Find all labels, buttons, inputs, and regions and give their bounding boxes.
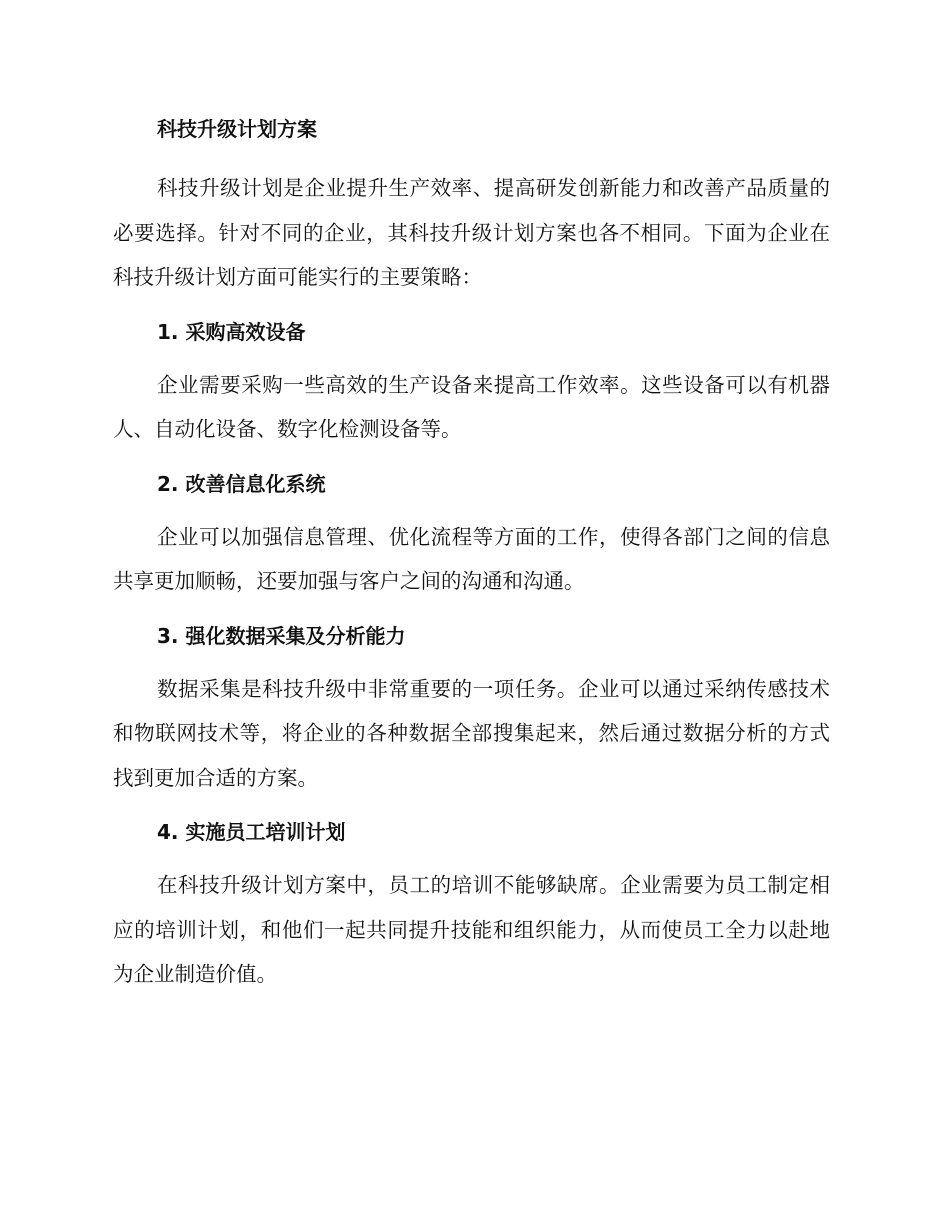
section-body-2: 企业可以加强信息管理、优化流程等方面的工作，使得各部门之间的信息共享更加顺畅，还要加强与客户之间的沟通和沟通。 [113, 524, 830, 593]
section-heading-2: 2. 改善信息化系统 [157, 471, 326, 496]
section-heading-3: 3. 强化数据采集及分析能力 [157, 623, 406, 648]
section-body-4: 在科技升级计划方案中，员工的培训不能够缺席。企业需要为员工制定相应的培训计划，和他们一起共同提升技能和组织能力，从而使员工全力以赴地为企业制造价值。 [113, 873, 830, 986]
section-heading-4: 4. 实施员工培训计划 [157, 820, 346, 844]
document-page [113, 112, 830, 1012]
section-body-3: 数据采集是科技升级中非常重要的一项任务。企业可以通过采纳传感技术和物联网技术等，将企业的各种数据全部搜集起来，然后通过数据分析的方式找到更加合适的方案。 [113, 676, 830, 790]
document-title: 科技升级计划方案 [157, 117, 317, 141]
section-body-1: 企业需要采购一些高效的生产设备来提高工作效率。这些设备可以有机器人、自动化设备、数字化检测设备等。 [113, 372, 830, 441]
intro-paragraph: 科技升级计划是企业提升生产效率、提高研发创新能力和改善产品质量的必要选择。针对不同的企业，其科技升级计划方案也各不相同。下面为企业在科技升级计划方面可能实行的主要策略： [113, 176, 830, 289]
section-heading-1: 1. 采购高效设备 [157, 319, 306, 344]
